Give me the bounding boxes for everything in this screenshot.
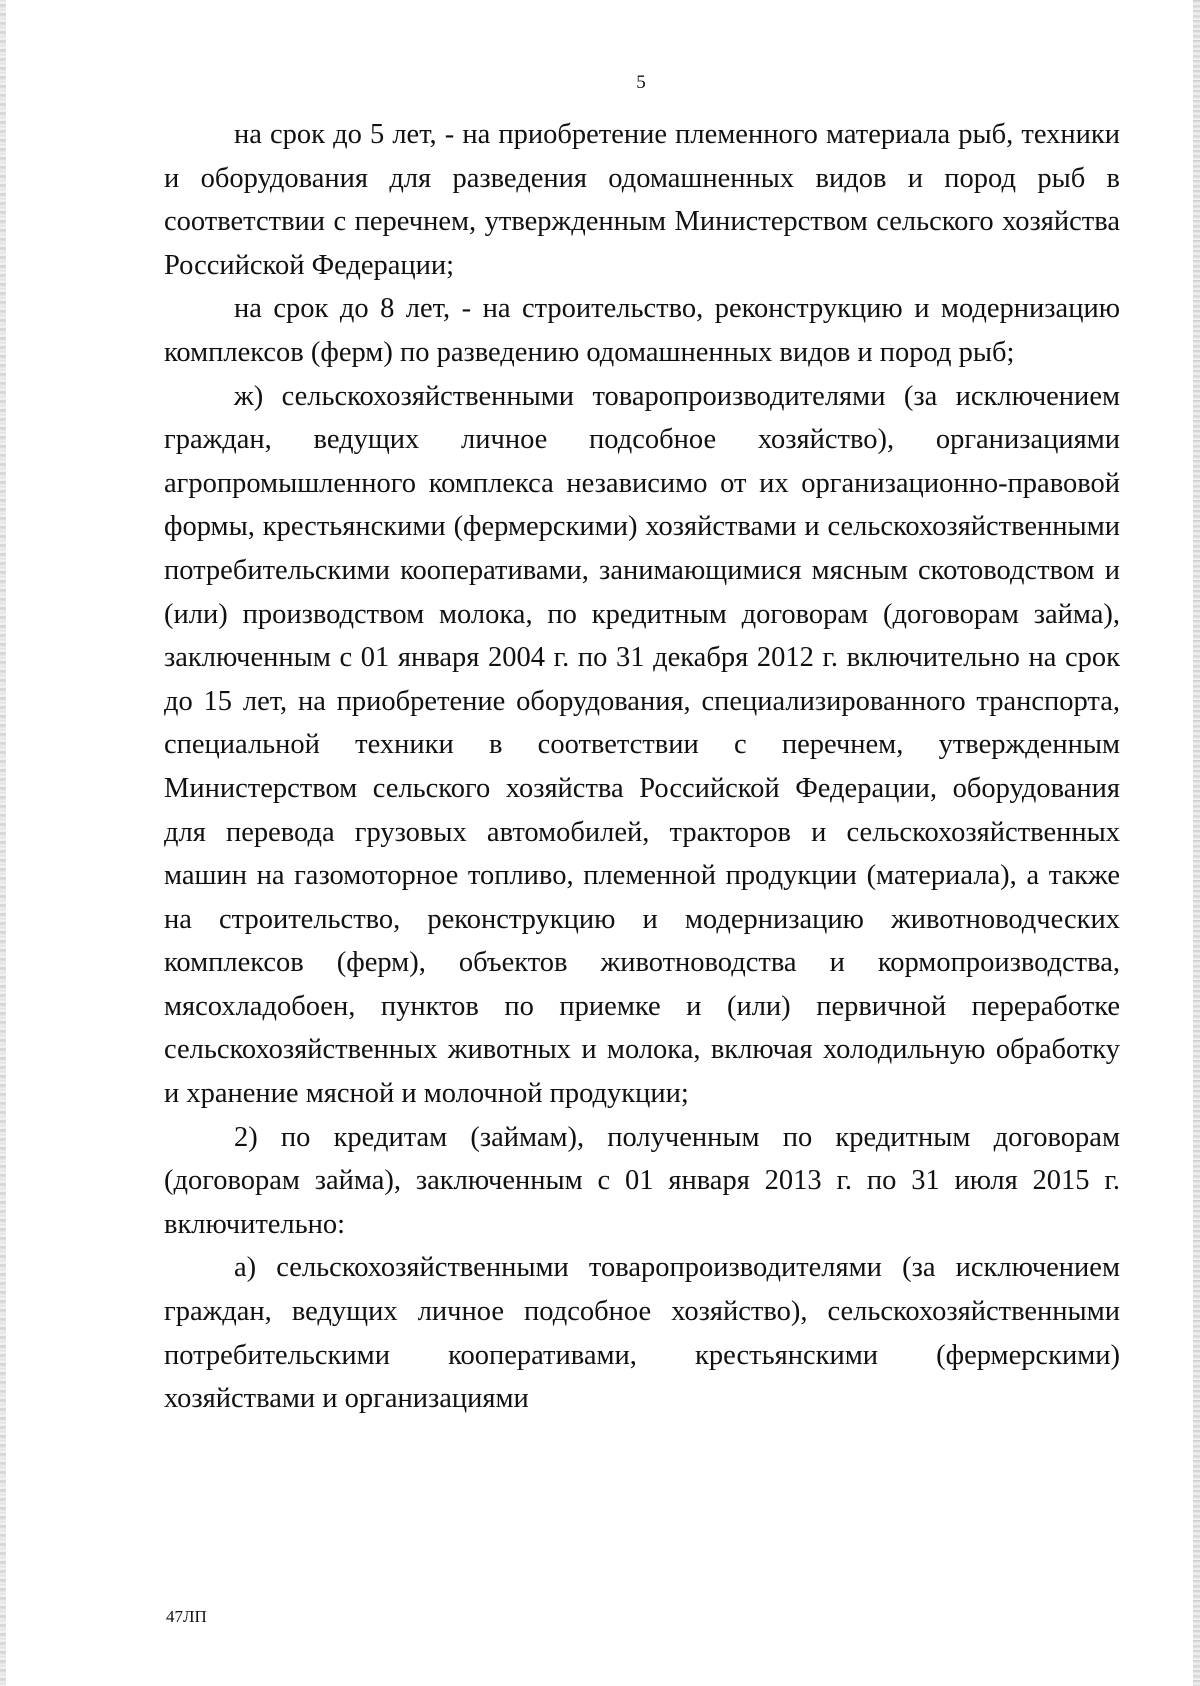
paragraph-item-a: а) сельскохозяйственными товаропроизводителями (за исключением граждан, ведущих личное подсобное хозяйство), сельскохозяйственными потребительскими кооперативами, крестьянскими (фермерскими) хозяйствами и организациями: [164, 1252, 1120, 1415]
paragraph-fish-5-years: на срок до 5 лет, - на приобретение племенного материала рыб, техники и оборудования для разведения одомашненных видов и пород рыб в соответствии с перечнем, утвержденным Министерством сельского хозяйства Российской Федерации;: [164, 119, 1120, 281]
page-number: 5: [636, 72, 646, 93]
paragraph-fish-8-years: на срок до 8 лет, - на строительство, реконструкцию и модернизацию комплексов (ферм) по разведению одомашненных видов и пород рыб;: [164, 293, 1120, 368]
scan-edge-right: [1193, 0, 1200, 1686]
document-body: [164, 113, 1120, 1421]
footer-document-code: 47ЛП: [166, 1607, 207, 1626]
scan-edge-left: [0, 0, 6, 1686]
paragraph-item-2: 2) по кредитам (займам), полученным по кредитным договорам (договорам займа), заключенным с 01 января 2013 г. по 31 июля 2015 г. включительно:: [164, 1121, 1120, 1240]
paragraph-item-zh: ж) сельскохозяйственными товаропроизводителями (за исключением граждан, ведущих личное подсобное хозяйство), организациями агропромышленного комплекса независимо от их организационно-правовой формы, крестьянскими (фермерскими) хозяйствами и сельскохозяйственными потребительскими кооперативами, занимающимися мясным скотоводством и (или) производством молока, по кредитным договорам (договорам займа), заключенным с 01 января 2004 г. по 31 декабря 2012 г. включительно на срок до 15 лет, на приобретение оборудования, специализированного транспорта, специальной техники в соответствии с перечнем, утвержденным Министерством сельского хозяйства Российской Федерации, оборудования для перевода грузовых автомобилей, тракторов и сельскохозяйственных машин на газомоторное топливо, племенной продукции (материала), а также на строительство, реконструкцию и модернизацию животноводческих комплексов (ферм), объектов животноводства и кормопроизводства, мясохладобоен, пунктов по приемке и (или) первичной переработке сельскохозяйственных животных и молока, включая холодильную обработку и хранение мясной и молочной продукции;: [164, 380, 1120, 1110]
